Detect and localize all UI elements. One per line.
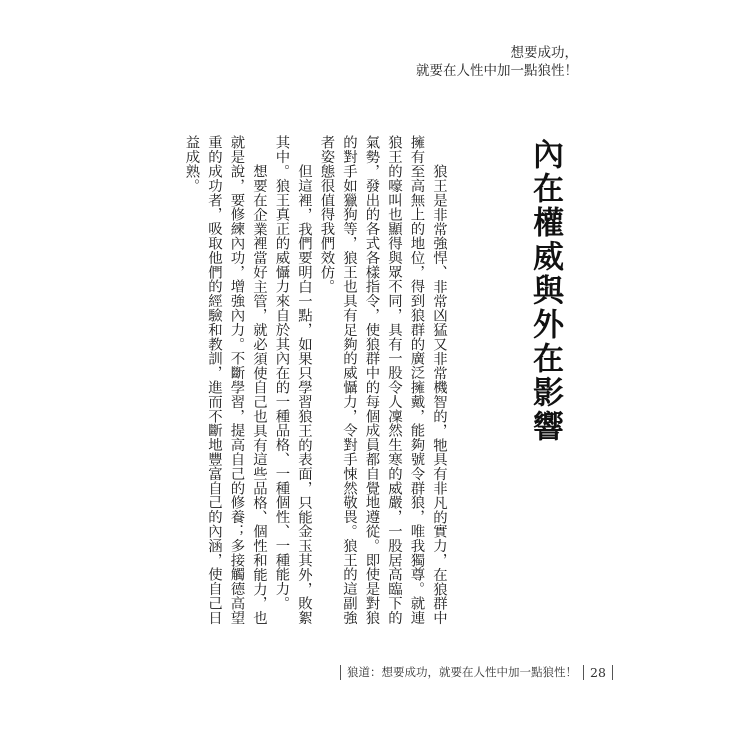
paragraph-1: 狼王是非常強悍、非常凶猛又非常機智的，牠具有非凡的實力，在狼群中擁有至高無上的地位，得到狼群的廣泛擁戴，能夠號令群狼，唯我獨尊。就連狼王的嚎叫也顯得與眾不同，具有一股令人凜然生寒的威嚴，一股居高臨下的氣勢，發出的各式各樣指令，使狼群中的每個成員都自覺地遵從。即使是對狼的對手如獵狗等，狼王也具有足夠的威懾力，令對手悚然敬畏。狼王的這副強者姿態很值得我們效仿。 — [318, 135, 447, 625]
paragraph-2: 但這裡，我們要明白一點，如果只學習狼王的表面，只能金玉其外，敗絮其中。狼王真正的威懾力來自於其內在的一種品格、一種個性、一種能力。 — [273, 135, 312, 625]
footer-divider-right — [612, 665, 613, 680]
header-line-1: 想要成功， — [510, 45, 578, 61]
paragraph-3: 想要在企業裡當好主管，就必須使自己也具有這些品格、個性和能力，也就是說，要修練內功，增強內力。不斷學習，提高自己的修養；多接觸德高望重的成功者，吸取他們的經驗和教訓，進而不斷地豐富自己的內涵，使自己日益成熟。 — [183, 135, 267, 625]
chapter-title: 內在權威與外在影響 — [527, 138, 563, 444]
footer-book-title: 狼道：想要成功，就要在人性中加一點狼性！ — [347, 665, 577, 679]
header-line-2: 就要在人性中加一點狼性！ — [416, 63, 578, 79]
footer-divider-left — [340, 665, 341, 680]
footer-divider-middle — [583, 665, 584, 680]
page-number: 28 — [590, 664, 606, 680]
running-footer — [334, 664, 619, 680]
running-header — [416, 44, 578, 80]
body-text — [183, 135, 450, 635]
